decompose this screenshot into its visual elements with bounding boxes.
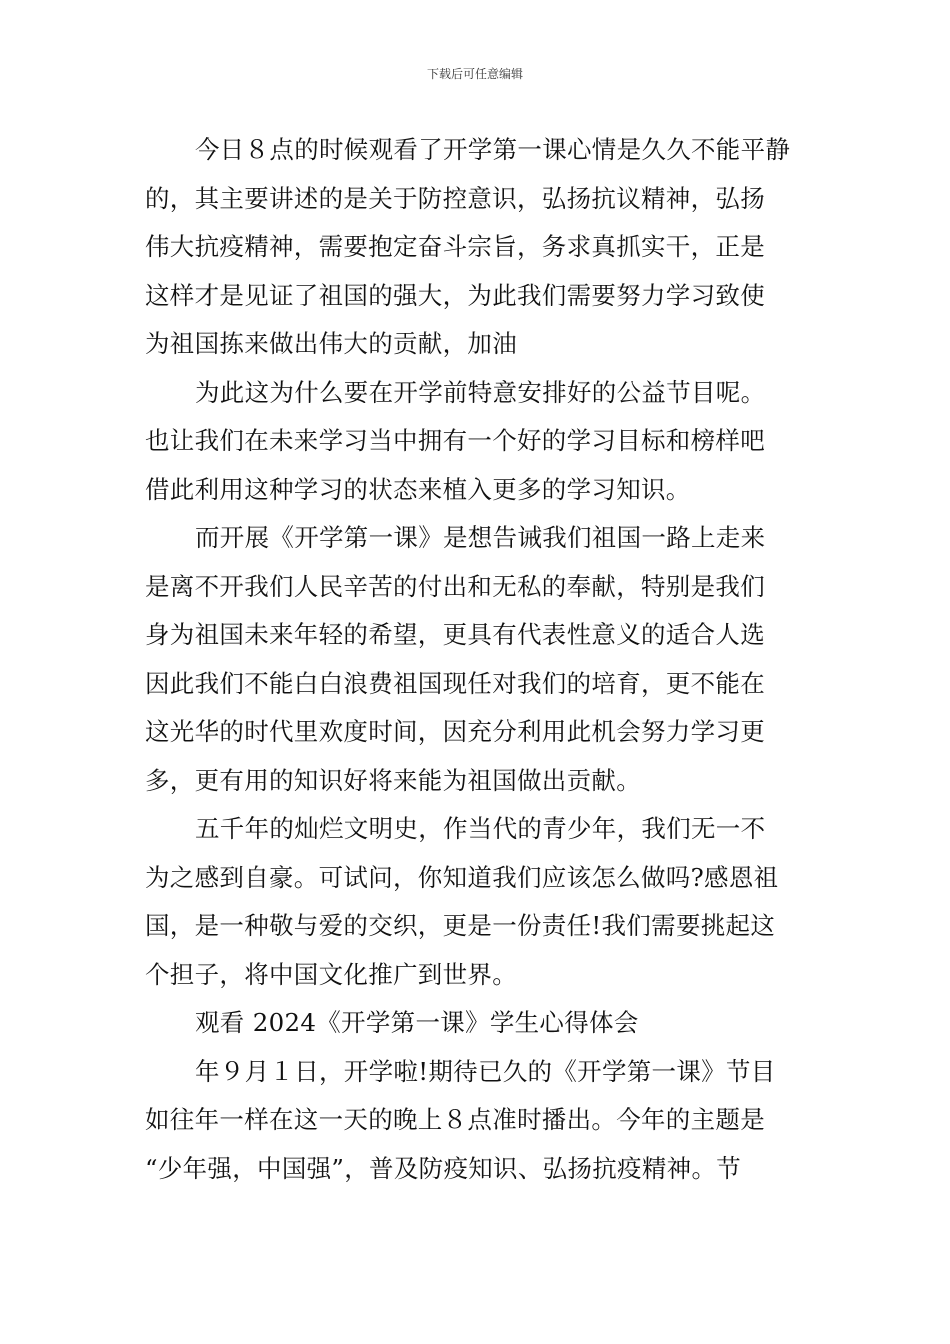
text-line: 为祖国拣来做出伟大的贡献，加油 (145, 329, 517, 358)
section-heading (145, 999, 807, 1048)
text-line: 借此利用这种学习的状态来植入更多的学习知识。 (145, 474, 691, 504)
text-line: 的，其主要讲述的是关于防控意识，弘扬抗议精神，弘扬 (145, 183, 765, 213)
text-line: 这光华的时代里欢度时间，因充分利用此机会努力学习更 (145, 717, 765, 746)
heading-line: 观看 2024《开学第一课》学生心得体会 (195, 1008, 639, 1037)
text-line: 多，更有用的知识好将来能为祖国做出贡献。 (145, 765, 641, 795)
text-line: 为此这为什么要在开学前特意安排好的公益节目呢。 (195, 377, 766, 407)
paragraph (145, 805, 807, 999)
paragraph (145, 369, 807, 515)
text-line: 年９月１日，开学啦!期待已久的《开学第一课》节目 (195, 1056, 776, 1086)
text-line: 如往年一样在这一天的晚上８点准时播出。今年的主题是 (145, 1105, 765, 1134)
text-line: 今日８点的时候观看了开学第一课心情是久久不能平静 (195, 135, 791, 164)
text-line: 伟大抗疫精神，需要抱定奋斗宗旨，务求真抓实干，正是 (145, 232, 765, 261)
text-line: 也让我们在未来学习当中拥有一个好的学习目标和榜样吧 (145, 426, 765, 455)
document-body (145, 126, 807, 1193)
text-line: 个担子，将中国文化推广到世界。 (145, 959, 517, 989)
text-line: 国，是一种敬与爱的交织，更是一份责任!我们需要挑起这 (145, 911, 776, 940)
text-line: 因此我们不能白白浪费祖国现任对我们的培育，更不能在 (145, 668, 765, 698)
text-line: 五千年的灿烂文明史，作当代的青少年，我们无一不 (195, 814, 766, 843)
paragraph (145, 1048, 807, 1194)
text-line: 是离不开我们人民辛苦的付出和无私的奉献，特别是我们 (145, 571, 765, 601)
paragraph (145, 126, 807, 369)
page-header: 下载后可任意编辑 (426, 67, 523, 81)
paragraph (145, 514, 807, 805)
text-line: 这样才是见证了祖国的强大，为此我们需要努力学习致使 (145, 280, 765, 310)
text-line: 身为祖国未来年轻的希望，更具有代表性意义的适合人选 (145, 620, 765, 649)
text-line: 而开展《开学第一课》是想告诫我们祖国一路上走来 (195, 523, 766, 552)
text-line: 为之感到自豪。可试问，你知道我们应该怎么做吗?感恩祖 (145, 862, 779, 892)
text-line: “少年强，中国强”，普及防疫知识、弘扬抗疫精神。节 (145, 1153, 742, 1183)
